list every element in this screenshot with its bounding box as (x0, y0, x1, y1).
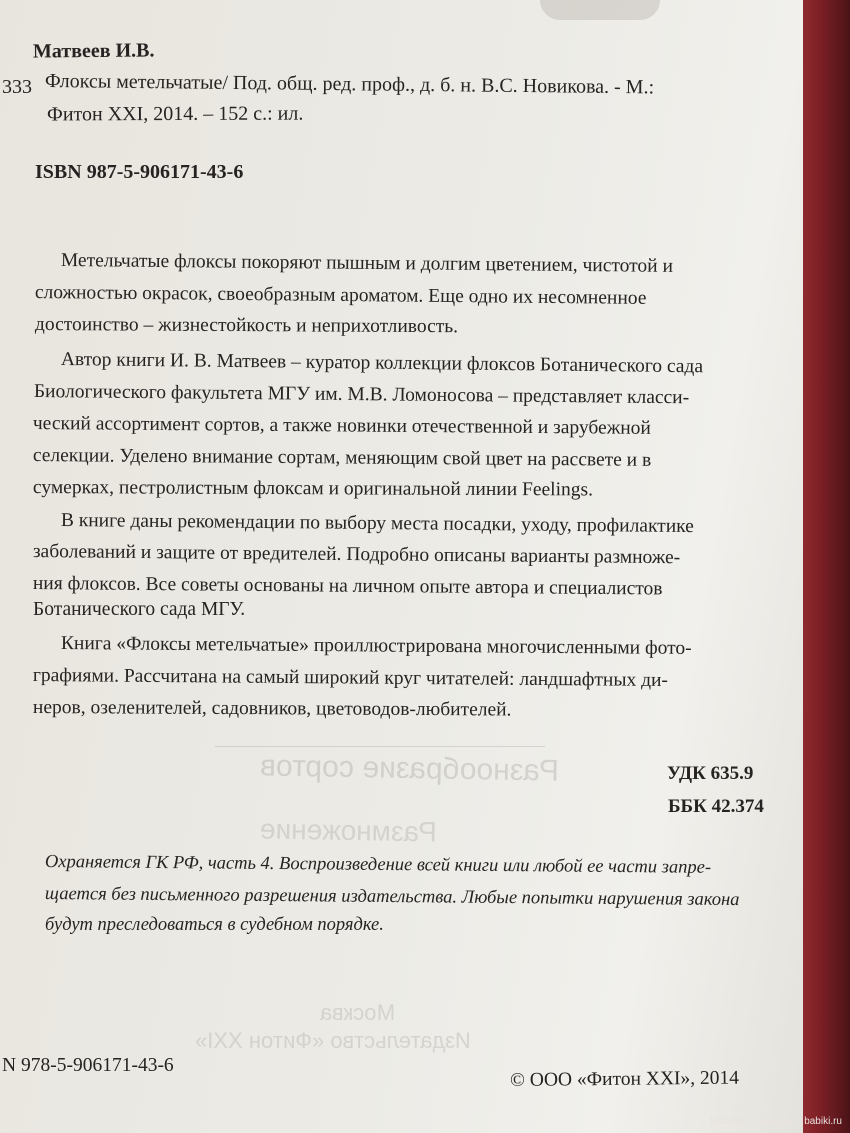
abstract-line-2: сложностью окрасок, своеобразным ароматом. Еще одно их несомненное (34, 282, 647, 309)
book-cover-edge (803, 0, 850, 1133)
site-watermark: lubianka • Бэйбики • babiki.ru (710, 1116, 842, 1127)
abstract-line-8: сумерках, пестролистным флоксам и оригинальной линии Feelings. (32, 477, 594, 501)
abstract-line-4: Автор книги И. В. Матвеев – куратор коллекции флоксов Ботанического сада (60, 349, 704, 378)
bleed-through-line-3: Москва (320, 1000, 396, 1025)
abstract-line-14: графиями. Рассчитана на самый широкий круг читателей: ландшафтных ди- (32, 665, 669, 691)
bleed-through-heading-shape (540, 0, 660, 20)
abstract-line-3: достоинство – жизнестойкость и неприхотливость. (34, 314, 459, 338)
classification-code: 333 (2, 76, 32, 98)
copyright-notice-line-2: щается без письменного разрешения издательства. Любые попытки нарушения закона (44, 884, 740, 911)
bleed-through-line-2: Размножение (259, 813, 438, 848)
abstract-line-7: селекции. Уделено внимание сортам, меняющим свой цвет на рассвете и в (32, 445, 652, 471)
citation-line-2: Фитон XXI, 2014. – 152 с.: ил. (46, 102, 304, 126)
bbk-code: ББК 42.374 (668, 796, 764, 817)
abstract-line-12: Ботанического сада МГУ. (33, 599, 246, 620)
abstract-line-11: ния флоксов. Все советы основаны на личном опыте автора и специалистов (32, 573, 663, 600)
author-name: Матвеев И.В. (32, 39, 155, 63)
udk-code: УДК 635.9 (667, 763, 754, 784)
abstract-line-6: ческий ассортимент сортов, а также новинки отечественной и зарубежной (32, 413, 651, 439)
bleed-through-line-4: Издательство «Фитон XXI» (195, 1028, 471, 1053)
abstract-line-5: Биологического факультета МГУ им. М.В. Ломоносова – представляет класси- (33, 381, 690, 409)
publisher-copyright: © ООО «Фитон XXI», 2014 (510, 1067, 740, 1091)
copyright-notice-line-3: будут преследоваться в судебном порядке. (45, 915, 384, 935)
isbn-header: ISBN 987-5-906171-43-6 (35, 161, 244, 183)
bleed-through-line-1: Разнообразие сортов (259, 749, 560, 788)
abstract-line-15: неров, озеленителей, садовников, цветоводов-любителей. (32, 697, 512, 721)
copyright-notice-line-1: Охраняется ГК РФ, часть 4. Воспроизведение всей книги или любой ее части запре- (44, 852, 712, 878)
abstract-line-9: В книге даны рекомендации по выбору места посадки, уходу, профилактике (60, 510, 694, 538)
abstract-line-10: заболеваний и защите от вредителей. Подробно описаны варианты размноже- (32, 541, 681, 569)
abstract-line-1: Метельчатые флоксы покоряют пышным и долгим цветением, чистотой и (60, 250, 674, 277)
citation-line-1: Флоксы метельчатые/ Под. общ. ред. проф., д. б. н. В.С. Новикова. - М.: (44, 70, 655, 99)
abstract-line-13: Книга «Флоксы метельчатые» проиллюстрирована многочисленными фото- (60, 633, 692, 659)
bleed-through-rule (215, 746, 545, 747)
isbn-footer: N 978-5-906171-43-6 (2, 1055, 174, 1076)
